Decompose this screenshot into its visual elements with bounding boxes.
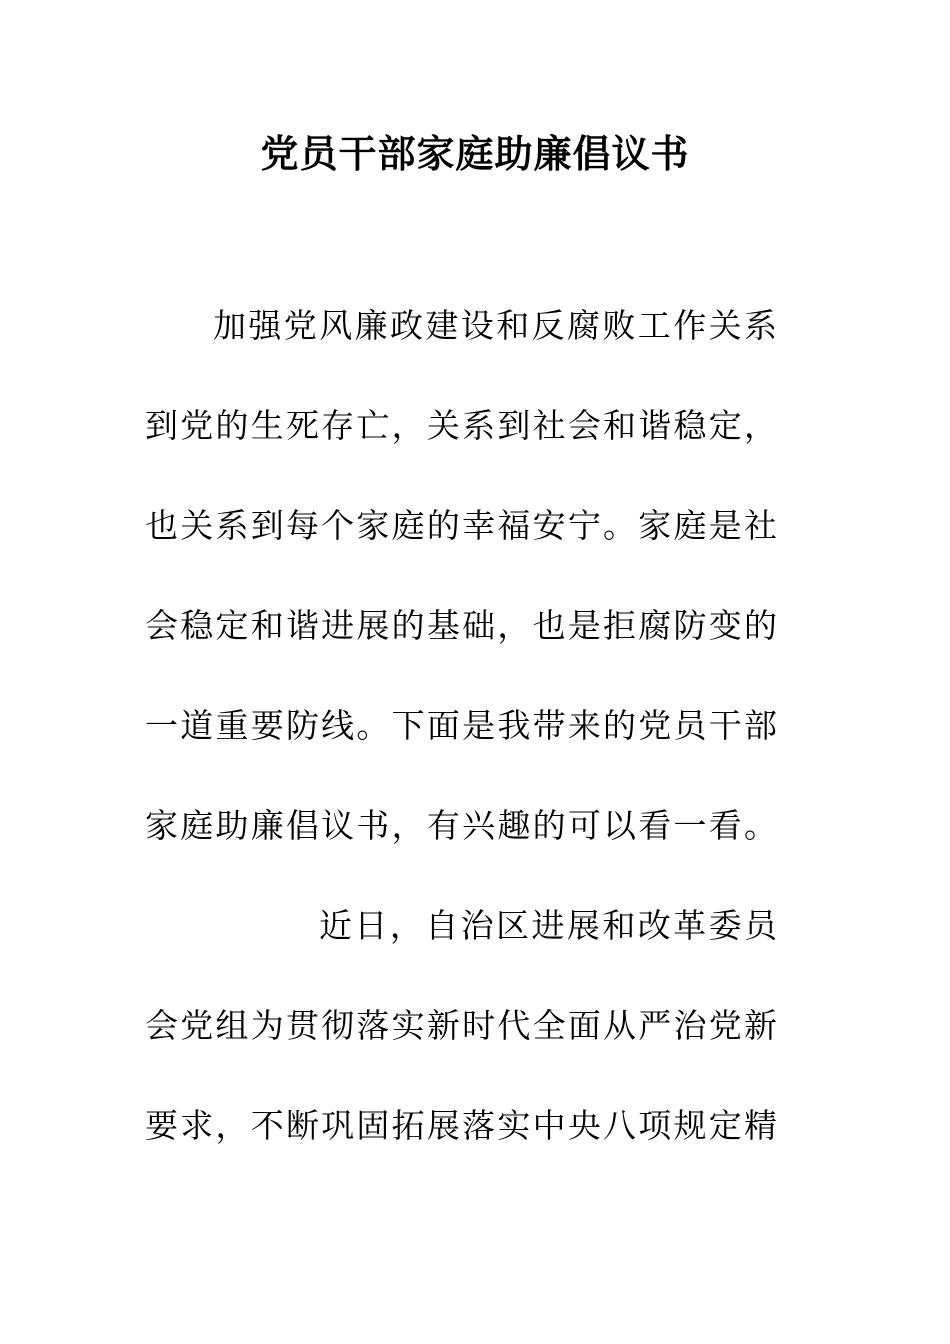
paragraph-line: 要求，不断巩固拓展落实中央八项规定精 <box>145 1106 777 1145</box>
paragraph-line: 会稳定和谐进展的基础，也是拒腐防变的 <box>145 606 777 645</box>
paragraph-line: 近日，自治区进展和改革委员 <box>319 906 777 945</box>
document-body <box>145 300 777 1200</box>
document-title: 党员干部家庭助廉倡议书 <box>260 131 690 176</box>
paragraph-line: 会党组为贯彻落实新时代全面从严治党新 <box>145 1006 777 1045</box>
paragraph-line: 家庭助廉倡议书，有兴趣的可以看一看。 <box>145 806 777 845</box>
paragraph-line: 也关系到每个家庭的幸福安宁。家庭是社 <box>145 506 777 545</box>
paragraph-line: 加强党风廉政建设和反腐败工作关系 <box>213 306 777 345</box>
paragraph-line: 一道重要防线。下面是我带来的党员干部 <box>145 706 777 745</box>
paragraph-line: 到党的生死存亡，关系到社会和谐稳定， <box>145 406 777 445</box>
